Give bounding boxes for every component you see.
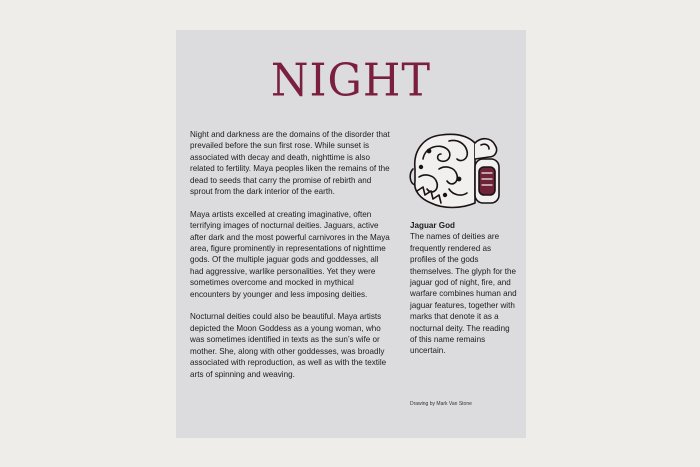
paragraph-nocturnal-deities: Nocturnal deities could also be beautiful. Maya artists depicted the Moon Goddess as a young woman, who was sometimes identified in texts as the sun’s wife or mother. She, along with other goddesses, was broadly associated with reproduction, as well as with the textile arts of spinning and weaving. — [190, 312, 387, 379]
jaguar-god-glyph-icon — [409, 129, 504, 213]
paragraph-maya-artists: Maya artists excelled at creating imaginative, often terrifying images of nocturnal deities. Jaguars, active after dark and the most powerful carnivores in the Maya area, figure prominently in representations of nighttime gods. Of the multiple jaguar gods and goddesses, all had aggressive, warlike personalities. Yet they were sometimes overcome and mocked in mythical encounters by younger and less imposing deities. — [190, 209, 390, 299]
exhibit-panel — [176, 30, 526, 438]
main-text-column — [190, 129, 390, 391]
drawing-credit: Drawing by Mark Van Stone — [410, 401, 472, 407]
sidebar-heading: Jaguar God — [410, 221, 455, 230]
sidebar-body: The names of deities are frequently rendered as profiles of the gods themselves. The glyph for the jaguar god of night, fire, and warfare combines human and jaguar features, together with marks that denote it as a nocturnal deity. The reading of this name remains uncertain. — [410, 232, 517, 356]
paragraph-night-darkness: Night and darkness are the domains of the disorder that prevailed before the sun first rose. While sunset is associated with decay and death, nighttime is also related to fertility. Maya peoples liken the remains of the dead to seeds that carry the promise of rebirth and sprout from the dark interior of the earth. — [190, 130, 390, 197]
sidebar-caption — [410, 220, 518, 357]
panel-title: NIGHT — [270, 54, 432, 108]
